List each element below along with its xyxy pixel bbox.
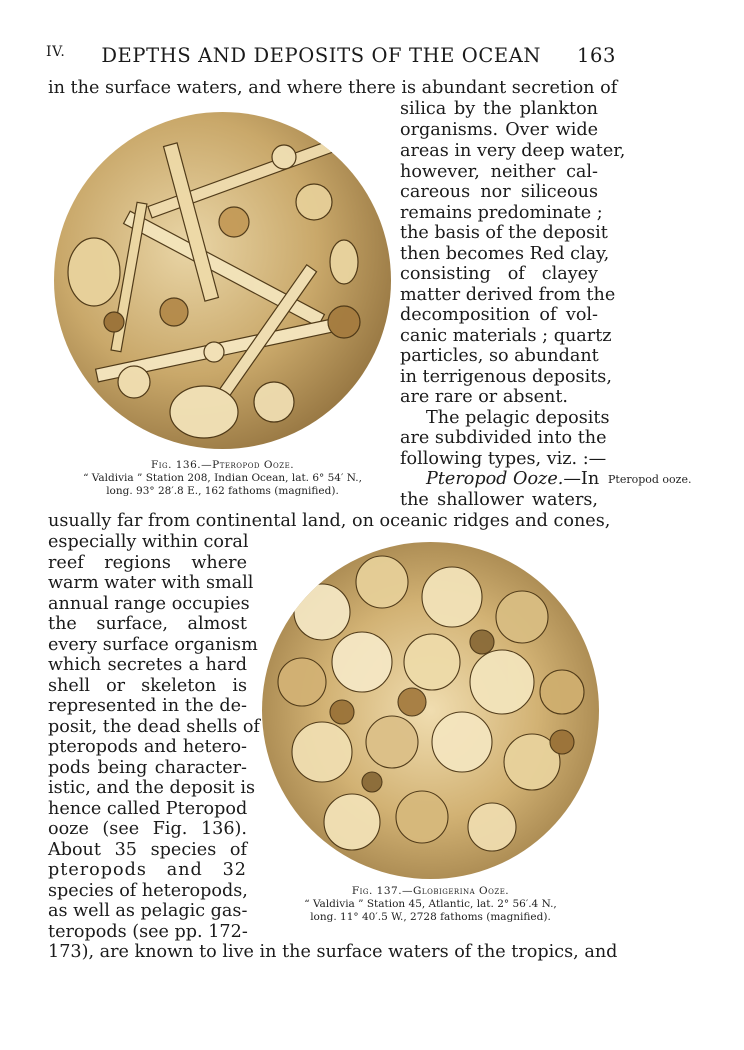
body-line: in the surface waters, and where there is abundant secretion of bbox=[48, 78, 618, 98]
body-line: the shallower waters, bbox=[400, 490, 598, 510]
body-line: usually far from continental land, on oceanic ridges and cones, bbox=[48, 511, 611, 531]
pteropod-shells-illustration bbox=[54, 112, 391, 449]
figure-136-caption-line: “ Valdivia ” Station 208, Indian Ocean, lat. 6° 54′ N., bbox=[83, 472, 362, 484]
pteropod-ooze-line bbox=[426, 469, 598, 490]
figure-136-pteropod-ooze bbox=[54, 112, 391, 449]
body-line: represented in the de- bbox=[48, 696, 247, 716]
body-line: decomposition of vol- bbox=[400, 305, 598, 325]
body-line: ooze (see Fig. 136). bbox=[48, 819, 247, 839]
body-line: silica by the plankton bbox=[400, 99, 598, 119]
body-line: shell or skeleton is bbox=[48, 676, 247, 696]
margin-note: Pteropod ooze. bbox=[608, 473, 692, 486]
body-line: as well as pelagic gas- bbox=[48, 901, 248, 921]
figure-137-caption bbox=[262, 885, 599, 924]
body-line: which secretes a hard bbox=[48, 655, 247, 675]
body-line: About 35 species of bbox=[48, 840, 247, 860]
body-line: every surface organism bbox=[48, 635, 258, 655]
body-line: careous nor siliceous bbox=[400, 182, 598, 202]
body-line: areas in very deep water, bbox=[400, 141, 626, 161]
running-header bbox=[46, 44, 616, 67]
body-line: matter derived from the bbox=[400, 285, 616, 305]
figure-136-caption-line: long. 93° 28′.8 E., 162 fathoms (magnified). bbox=[106, 485, 339, 497]
figure-137-caption-line: long. 11° 40′.5 W., 2728 fathoms (magnified). bbox=[310, 911, 551, 923]
globigerina-shells-illustration bbox=[262, 542, 599, 879]
page-number: 163 bbox=[576, 44, 616, 67]
body-line: posit, the dead shells of bbox=[48, 717, 260, 737]
body-line: particles, so abundant bbox=[400, 346, 599, 366]
pteropod-intro: —In bbox=[563, 469, 600, 489]
body-line: hence called Pteropod bbox=[48, 799, 248, 819]
body-line: in terrigenous deposits, bbox=[400, 367, 612, 387]
body-line: istic, and the deposit is bbox=[48, 778, 255, 798]
body-line: pods being character- bbox=[48, 758, 247, 778]
body-line: reef regions where bbox=[48, 553, 247, 573]
body-line: 173), are known to live in the surface waters of the tropics, and bbox=[48, 942, 618, 962]
body-line: however, neither cal- bbox=[400, 162, 598, 182]
figure-137-globigerina-ooze bbox=[262, 542, 599, 879]
figure-137-caption-line: “ Valdivia ” Station 45, Atlantic, lat. 2° 56′.4 N., bbox=[304, 898, 557, 910]
body-line: organisms. Over wide bbox=[400, 120, 598, 140]
chapter-number: IV. bbox=[46, 44, 66, 60]
body-line: are rare or absent. bbox=[400, 387, 568, 407]
body-line: the surface, almost bbox=[48, 614, 247, 634]
body-line: canic materials ; quartz bbox=[400, 326, 612, 346]
body-line: the basis of the deposit bbox=[400, 223, 608, 243]
body-line: following types, viz. :— bbox=[400, 449, 607, 469]
body-line: species of heteropods, bbox=[48, 881, 248, 901]
figure-137-label: Fig. 137.—Globigerina Ooze. bbox=[351, 885, 510, 897]
body-line: teropods (see pp. 172- bbox=[48, 922, 248, 942]
running-title: DEPTHS AND DEPOSITS OF THE OCEAN bbox=[101, 44, 542, 67]
pteropod-heading: Pteropod Ooze. bbox=[426, 469, 564, 489]
body-line: The pelagic deposits bbox=[426, 408, 610, 428]
body-line: consisting of clayey bbox=[400, 264, 598, 284]
body-line: pteropods and hetero- bbox=[48, 737, 247, 757]
body-line: annual range occupies bbox=[48, 594, 250, 614]
body-line: then becomes Red clay, bbox=[400, 244, 610, 264]
figure-136-caption bbox=[54, 459, 391, 498]
body-line: pteropods and 32 bbox=[48, 860, 247, 880]
body-line: remains predominate ; bbox=[400, 203, 603, 223]
body-line: especially within coral bbox=[48, 532, 249, 552]
body-line: are subdivided into the bbox=[400, 428, 607, 448]
figure-136-label: Fig. 136.—Pteropod Ooze. bbox=[150, 459, 295, 471]
body-line: warm water with small bbox=[48, 573, 254, 593]
